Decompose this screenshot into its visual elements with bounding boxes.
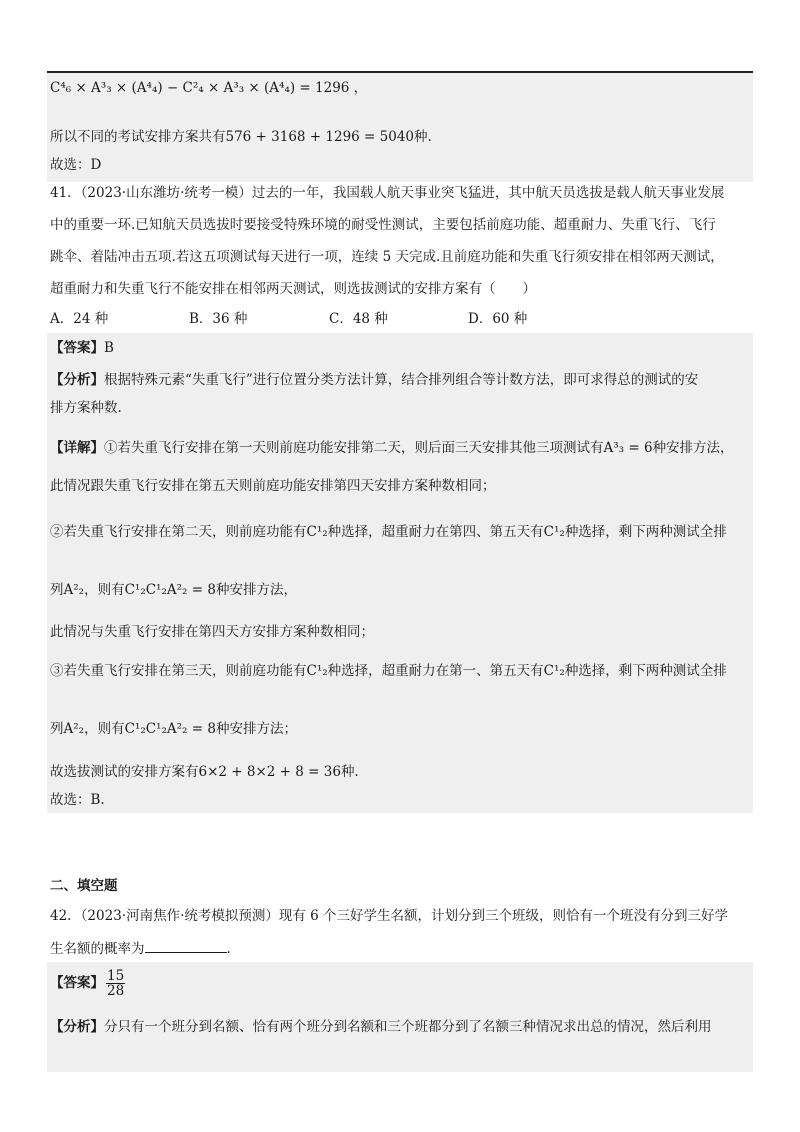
q41-line4: 超重耐力和失重飞行不能安排在相邻两天测试，则选拔测试的安排方案有（ ） <box>50 281 536 297</box>
combination-c12: C¹₂ <box>306 524 328 540</box>
detail-text: 种. <box>340 764 359 780</box>
question-end: . <box>226 941 231 957</box>
question-text: 生名额的概率为 <box>50 941 145 957</box>
analysis-text: 根据特殊元素“失重飞行”进行位置分类方法计算，结合排列组合等计数方法，即可求得总的测试的安 <box>104 372 699 388</box>
detail-text: ③若失重飞行安排在第三天，则前庭功能有 <box>50 663 307 679</box>
conclusion-line <box>50 127 432 147</box>
q41-choice: 故选：B. <box>50 792 105 808</box>
top-rule <box>47 71 753 73</box>
q42-line2 <box>50 938 231 959</box>
conclusion-text: 所以不同的考试安排方案共有 <box>50 129 226 145</box>
detail-text: ②若失重飞行安排在第二天，则前庭功能有 <box>50 524 307 540</box>
section-title: 二、填空题 <box>50 878 118 894</box>
conclusion-math: 576 + 3168 + 1296 = 5040 <box>225 129 415 145</box>
q41-line1: 41．（2023·山东潍坊·统考一模）过去的一年，我国载人航天事业突飞猛进，其中航天员选拔是载人航天事业发展 <box>50 185 725 201</box>
combination-c12: C¹₂ <box>543 524 565 540</box>
detail-text-end: 种安排方法， <box>652 440 734 456</box>
q41-detail-6 <box>50 661 727 681</box>
q42-line1: 42．（2023·河南焦作·统考模拟预测）现有 6 个三好学生名额，计划分到三个班级，则恰有一个班没有分到三好学 <box>50 908 729 924</box>
option-b: B．36 种 <box>189 311 248 327</box>
answer-blank <box>145 938 227 953</box>
fraction-denominator: 28 <box>107 983 125 999</box>
q42-answer <box>50 968 127 998</box>
detail-text: 列 <box>50 582 64 598</box>
option-a: A．24 种 <box>50 311 109 327</box>
product-math: C¹₂C¹₂A²₂ = 8 <box>124 582 216 598</box>
q41-analysis-1 <box>50 370 698 390</box>
option-c: C．48 种 <box>329 311 388 327</box>
combination-c12: C¹₂ <box>306 663 328 679</box>
analysis-tag: 【分析】 <box>50 372 104 388</box>
q41-detail-4 <box>50 580 297 600</box>
q41-analysis-2: 排方案种数. <box>50 400 122 416</box>
q42-analysis-1 <box>50 1017 712 1037</box>
detail-text: 种选择，剩下两种测试全排 <box>564 663 727 679</box>
q41-detail-3 <box>50 522 727 542</box>
analysis-text: 分只有一个班分到名额、恰有两个班分到名额和三个班都分到了名额三种情况求出总的情况，然后利用 <box>104 1019 712 1035</box>
detail-text: 故选拔测试的安排方案有 <box>50 764 199 780</box>
detail-text: 种安排方法， <box>215 582 297 598</box>
option-d: D．60 种 <box>468 311 528 327</box>
answer-value: B <box>104 340 114 356</box>
product-math: C¹₂C¹₂A²₂ = 8 <box>124 721 216 737</box>
formula: C⁴₆ × A³₃ × (A⁴₄) − C²₄ × A³₃ × (A⁴₄) = 1296 ， <box>50 80 368 96</box>
q41-detail-1 <box>50 438 734 458</box>
answer-fraction <box>106 969 125 998</box>
total-math: 6×2 + 8×2 + 8 = 36 <box>198 764 341 780</box>
arrangement-a22: A²₂ <box>63 582 85 598</box>
answer-tag: 【答案】 <box>50 340 104 356</box>
fraction-numerator: 15 <box>107 968 125 984</box>
q41-options <box>50 309 750 329</box>
answer-tag: 【答案】 <box>50 975 104 991</box>
q41-answer <box>50 338 114 358</box>
q41-detail-2: 此情况跟失重飞行安排在第五天则前庭功能安排第四天安排方案种数相同； <box>50 478 496 494</box>
detail-text: 种选择，超重耐力在第四、第五天有 <box>327 524 544 540</box>
detail-text: 列 <box>50 721 64 737</box>
q41-line3: 跳伞、着陆冲击五项.若这五项测试每天进行一项，连续 5 天完成.且前庭功能和失重飞行须安排在相邻两天测试， <box>50 249 724 265</box>
q41-detail-5: 此情况与失重飞行安排在第四天方安排方案种数相同； <box>50 624 374 640</box>
detail-text: ，则有 <box>84 721 125 737</box>
detail-text: 种选择，超重耐力在第一、第五天有 <box>327 663 544 679</box>
combination-c12: C¹₂ <box>543 663 565 679</box>
detail-tag: 【详解】 <box>50 440 104 456</box>
q41-line2: 中的重要一环.已知航天员选拔时要接受特殊环境的耐受性测试，主要包括前庭功能、超重耐力、失重飞行、飞行 <box>50 217 716 233</box>
answer-band-q41 <box>47 333 753 813</box>
conclusion-unit: 种. <box>414 129 432 145</box>
detail-text: ，则有 <box>84 582 125 598</box>
formula-line <box>50 78 367 98</box>
detail-math: A³₃ = 6 <box>603 440 653 456</box>
detail-text: 种安排方法； <box>215 721 297 737</box>
detail-text: 种选择，剩下两种测试全排 <box>564 524 727 540</box>
arrangement-a22: A²₂ <box>63 721 85 737</box>
detail-text: ①若失重飞行安排在第一天则前庭功能安排第二天，则后面三天安排其他三项测试有 <box>104 440 604 456</box>
q41-detail-7 <box>50 719 297 739</box>
q41-detail-8 <box>50 762 359 782</box>
choice-top: 故选：D <box>50 157 102 173</box>
analysis-tag: 【分析】 <box>50 1019 104 1035</box>
